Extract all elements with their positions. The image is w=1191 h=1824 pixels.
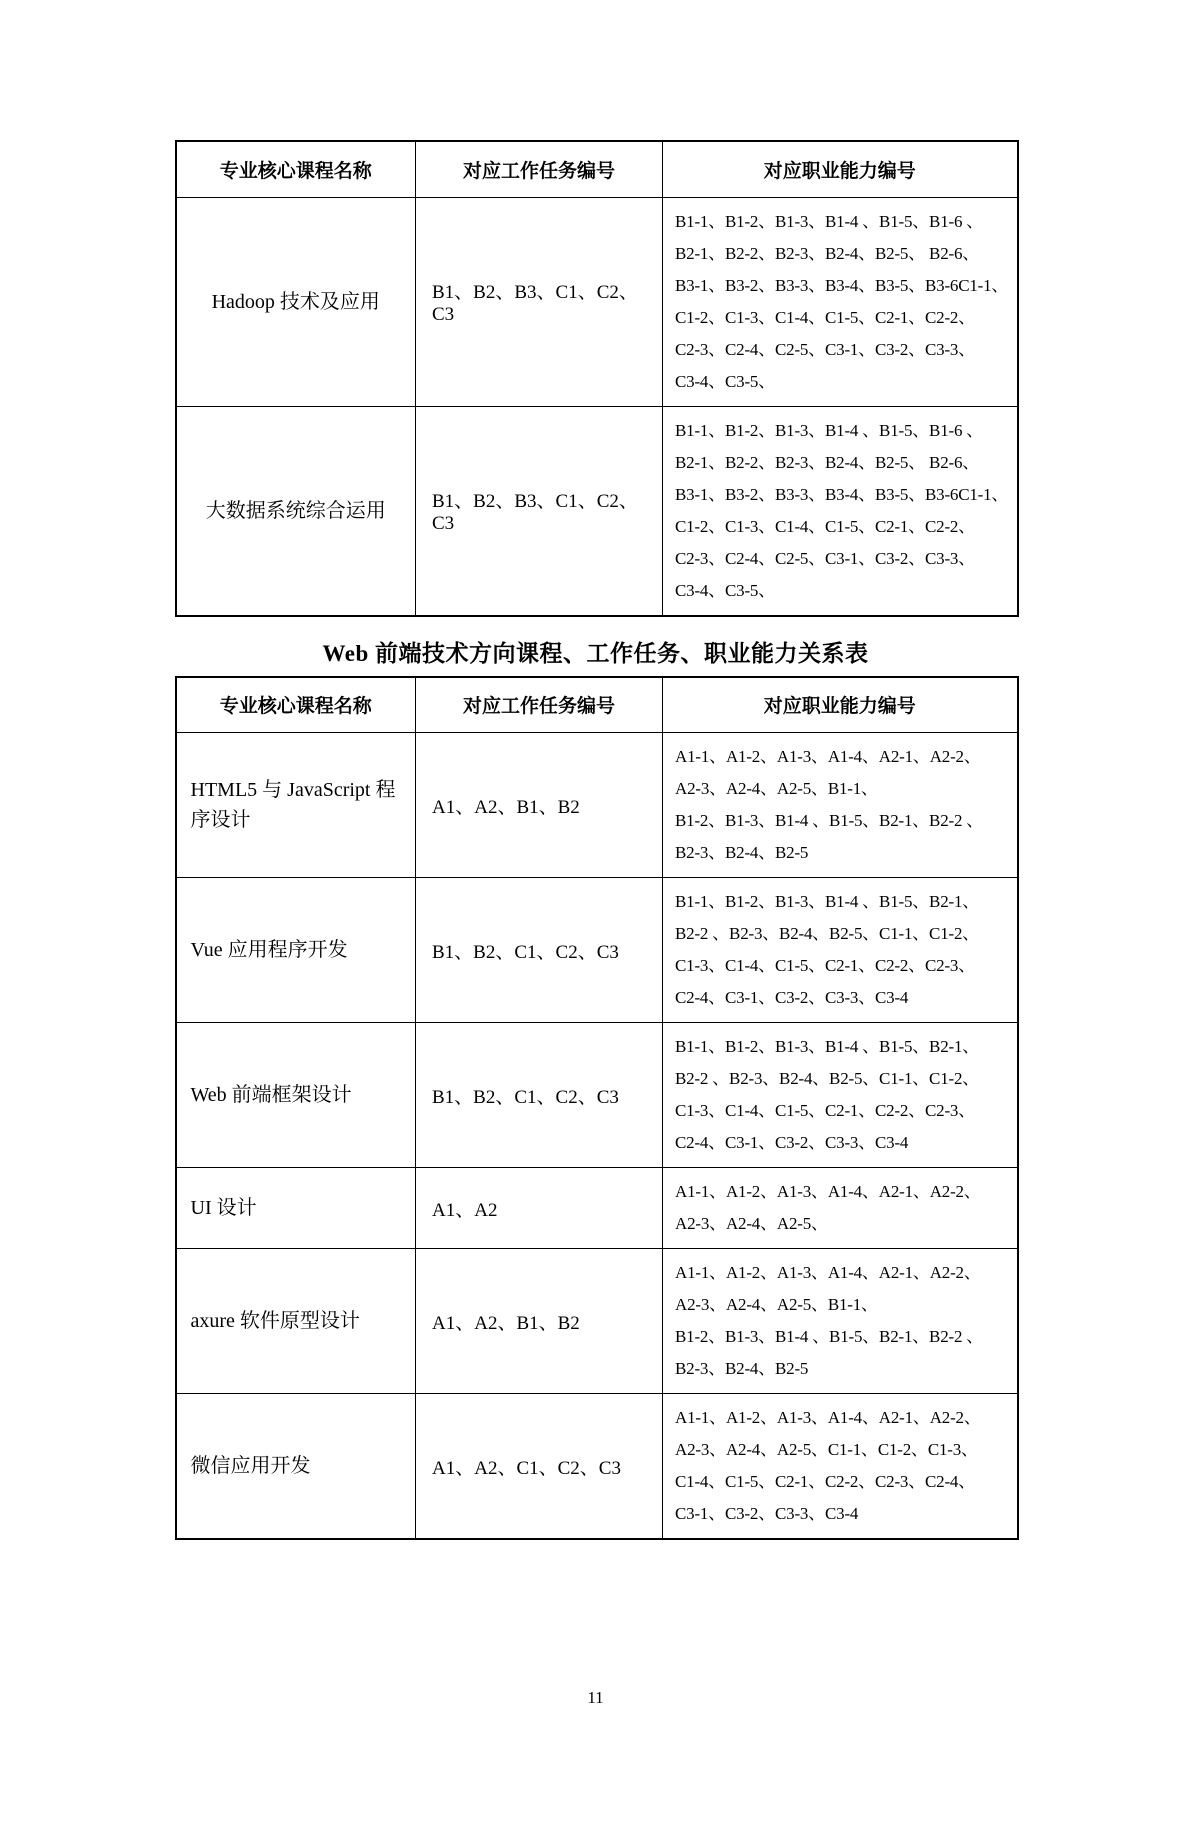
table-header-row [176, 677, 1018, 733]
page-content [175, 140, 1017, 1540]
table-row [176, 733, 1018, 878]
task-codes-cell: B1、B2、C1、C2、C3 [416, 1023, 663, 1168]
ability-codes-cell: A1-1、A1-2、A1-3、A1-4、A2-1、A2-2、 A2-3、A2-4、A2-5、B1-1、 B1-2、B1-3、B1-4 、B1-5、B2-1、B2-2 、 B2-3、B2-4、B2-5 [663, 733, 1018, 878]
table-row [176, 197, 1018, 406]
ability-codes-cell: A1-1、A1-2、A1-3、A1-4、A2-1、A2-2、 A2-3、A2-4、A2-5、C1-1、C1-2、C1-3、 C1-4、C1-5、C2-1、C2-2、C2-3、C2-4、 C3-1、C3-2、C3-3、C3-4 [663, 1394, 1018, 1540]
ability-codes-cell: A1-1、A1-2、A1-3、A1-4、A2-1、A2-2、 A2-3、A2-4、A2-5、 [663, 1168, 1018, 1249]
course-name-cell: Vue 应用程序开发 [176, 878, 416, 1023]
column-header-course-name: 专业核心课程名称 [176, 677, 416, 733]
table-row [176, 406, 1018, 616]
course-name-cell: 大数据系统综合运用 [176, 406, 416, 616]
column-header-ability-codes: 对应职业能力编号 [663, 677, 1018, 733]
table-row [176, 1023, 1018, 1168]
ability-codes-cell: A1-1、A1-2、A1-3、A1-4、A2-1、A2-2、 A2-3、A2-4、A2-5、B1-1、 B1-2、B1-3、B1-4 、B1-5、B2-1、B2-2 、 B2-3、B2-4、B2-5 [663, 1249, 1018, 1394]
ability-codes-cell: B1-1、B1-2、B1-3、B1-4 、B1-5、B2-1、 B2-2 、B2-3、B2-4、B2-5、C1-1、C1-2、 C1-3、C1-4、C1-5、C2-1、C2-2、C2-3、 C2-4、C3-1、C3-2、C3-3、C3-4 [663, 878, 1018, 1023]
column-header-course-name: 专业核心课程名称 [176, 141, 416, 197]
course-name-cell: UI 设计 [176, 1168, 416, 1249]
course-name-cell: 微信应用开发 [176, 1394, 416, 1540]
task-codes-cell: A1、A2、B1、B2 [416, 1249, 663, 1394]
task-codes-cell: A1、A2 [416, 1168, 663, 1249]
document-page [0, 140, 1191, 1824]
table-row [176, 1394, 1018, 1540]
section-title: Web 前端技术方向课程、工作任务、职业能力关系表 [322, 640, 869, 666]
ability-codes-cell: B1-1、B1-2、B1-3、B1-4 、B1-5、B1-6 、 B2-1、B2-2、B2-3、B2-4、B2-5、 B2-6、 B3-1、B3-2、B3-3、B3-4、B3-5、B3-6C1-1、 C1-2、C1-3、C1-4、C1-5、C2-1、C2-2、 C2-3、C2-4、C2-5、C3-1、C3-2、C3-3、 C3-4、C3-5、 [663, 197, 1018, 406]
course-name-cell: axure 软件原型设计 [176, 1249, 416, 1394]
task-codes-cell: B1、B2、C1、C2、C3 [416, 878, 663, 1023]
column-header-task-codes: 对应工作任务编号 [416, 677, 663, 733]
column-header-task-codes: 对应工作任务编号 [416, 141, 663, 197]
big-data-course-table [175, 140, 1019, 617]
task-codes-cell: A1、A2、C1、C2、C3 [416, 1394, 663, 1540]
table-header-row [176, 141, 1018, 197]
page-number: 11 [587, 1688, 604, 1707]
ability-codes-cell: B1-1、B1-2、B1-3、B1-4 、B1-5、B2-1、 B2-2 、B2-3、B2-4、B2-5、C1-1、C1-2、 C1-3、C1-4、C1-5、C2-1、C2-2、C2-3、 C2-4、C3-1、C3-2、C3-3、C3-4 [663, 1023, 1018, 1168]
table-row [176, 1249, 1018, 1394]
course-name-cell: HTML5 与 JavaScript 程序设计 [176, 733, 416, 878]
course-name-cell: Web 前端框架设计 [176, 1023, 416, 1168]
column-header-ability-codes: 对应职业能力编号 [663, 141, 1018, 197]
task-codes-cell: B1、B2、B3、C1、C2、C3 [416, 406, 663, 616]
ability-codes-cell: B1-1、B1-2、B1-3、B1-4 、B1-5、B1-6 、 B2-1、B2-2、B2-3、B2-4、B2-5、 B2-6、 B3-1、B3-2、B3-3、B3-4、B3-5、B3-6C1-1、 C1-2、C1-3、C1-4、C1-5、C2-1、C2-2、 C2-3、C2-4、C2-5、C3-1、C3-2、C3-3、 C3-4、C3-5、 [663, 406, 1018, 616]
task-codes-cell: A1、A2、B1、B2 [416, 733, 663, 878]
course-name-cell: Hadoop 技术及应用 [176, 197, 416, 406]
table-row [176, 878, 1018, 1023]
task-codes-cell: B1、B2、B3、C1、C2、C3 [416, 197, 663, 406]
web-frontend-course-table [175, 676, 1019, 1541]
table-row [176, 1168, 1018, 1249]
